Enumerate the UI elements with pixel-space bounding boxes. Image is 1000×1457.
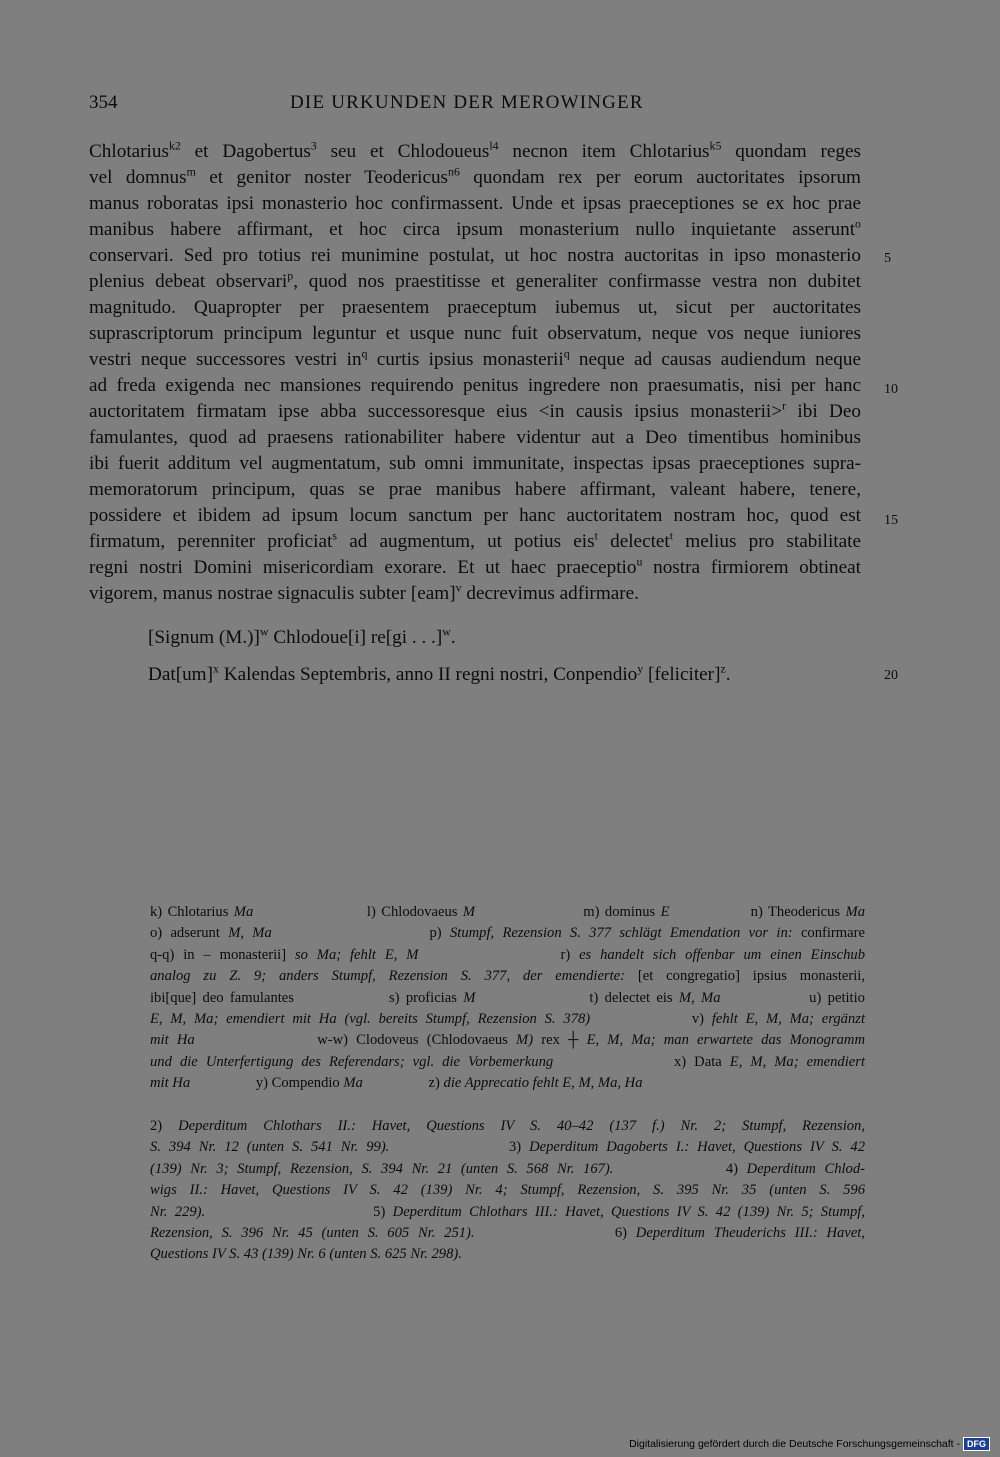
text-line: vestri neque successores vestri $in^q$ curtis ipsius monasterii$^q$ neque ad causas audiendum neque	[89, 346, 862, 370]
text-line: manibus habere affirmant, et hoc circa ipsum monasterium nullo inquietante asserunt$^o$	[89, 216, 861, 240]
apparatus-line: mit Ha y) Compendio Ma z) die Apprecatio fehlt E, M, Ma, Ha	[150, 1075, 643, 1092]
text-line: conservari. Sed pro totius rei munimine postulat, ut hoc nostra auctoritas in ipso monasterio	[89, 245, 861, 266]
apparatus-line: ibi[que] deo famulantes s) proficias M t) delectet eis M, Ma u) petitio	[150, 989, 865, 1006]
commentary-line: Rezension, S. 396 Nr. 45 (unten S. 605 Nr. 251). 6) Deperditum Theuderichs III.: Havet,	[150, 1225, 866, 1241]
apparatus-line: k) Chlotarius Ma l) Chlodovaeus M m) dominus E n) Theodericus Ma	[150, 904, 865, 920]
commentary-line: 2) Deperditum Chlothars II.: Havet, Questions IV S. 40–42 (137 f.) Nr. 2; Stumpf, Rezension,	[150, 1118, 865, 1134]
text-line: plenius debeat observari$^p$, quod nos praestitisse et generaliter confirmasse vestra non dubitet	[89, 268, 862, 292]
dfg-credit-text: Digitalisierung gefördert durch die Deutsche Forschungsgemeinschaft -	[629, 1438, 960, 1450]
text-line: regni nostri Domini misericordiam exorare. Et ut haec praeceptio$^u$ nostra firmiorem obtineat	[89, 554, 861, 578]
commentary-line: wigs II.: Havet, Questions IV S. 42 (139) Nr. 4; Stumpf, Rezension, S. 395 Nr. 35 (unten S. 596	[150, 1182, 865, 1199]
dating-line: Dat[um]$^x$ Kalendas Septembris, anno II regni nostri, Conpendio$^y$ [feliciter]$^z$.	[148, 661, 731, 685]
line-number: 15	[884, 513, 898, 528]
text-line: possidere et ibidem ad ipsum locum sanctum per hanc auctoritatem nostram hoc, quod est	[89, 505, 861, 526]
apparatus-line: o) adserunt M, Ma p) Stumpf, Rezension S. 377 schlägt Emendation vor in: confirmare	[150, 925, 865, 942]
signum-line: [Signum (M.)]$^w$ Chlodoue[i] re[gi . . .]$^w$.	[148, 624, 456, 648]
commentary-line: Questions IV S. 43 (139) Nr. 6 (unten S. 625 Nr. 298).	[150, 1246, 462, 1263]
text-line: vel domnus$^m$ et genitor noster Teodericus$^{n6}$ quondam rex per eorum auctoritates ipsorum	[89, 164, 861, 188]
text-line: ibi fuerit additum vel augmentatum, sub omni immunitate, inspectas ipsas praeceptiones supra-	[89, 453, 861, 474]
line-number: 10	[884, 382, 898, 397]
text-line: magnitudo. Quapropter per praesentem praeceptum iubemus ut, sicut per auctoritates	[89, 297, 861, 318]
dfg-logo-icon: DFG	[963, 1437, 990, 1451]
text-line: vigorem, manus nostrae signaculis subter [eam]$^v$ decrevimus adfirmare.	[89, 580, 639, 604]
line-number: 20	[884, 668, 898, 683]
text-line: manus roboratas ipsi monasterio hoc confirmassent. Unde et ipsas praeceptiones se ex hoc prae	[89, 193, 861, 214]
apparatus-line: mit Ha w-w) Clodoveus (Chlodovaeus M) rex ┼ E, M, Ma; man erwartete das Monogramm	[150, 1032, 866, 1049]
text-line: memoratorum principum, quas se prae manibus habere affirmant, valeant habere, tenere,	[89, 479, 861, 500]
text-line: Chlotarius$^{k2}$ et Dagobertus$^3$ seu et Chlodoueus$^{l4}$ necnon item Chlotarius$^{k5}$ quondam reges	[89, 138, 861, 162]
apparatus-line: E, M, Ma; emendiert mit Ha (vgl. bereits Stumpf, Rezension S. 378) v) fehlt E, M, Ma; ergänzt	[150, 1011, 865, 1027]
dfg-credit	[629, 1437, 990, 1451]
apparatus-line: q-q) in – monasterii] so Ma; fehlt E, M r) es handelt sich offenbar um einen Einschub	[150, 946, 865, 963]
running-title: DIE URKUNDEN DER MEROWINGER	[290, 92, 644, 113]
commentary-line: S. 394 Nr. 12 (unten S. 541 Nr. 99). 3) Deperditum Dagoberts I.: Havet, Questions IV S. 42	[150, 1139, 865, 1156]
text-line: ad freda exigenda nec mansiones requirendo penitus ingredere non praesumatis, nisi per hanc	[89, 375, 861, 396]
text-line: firmatum, perenniter proficiat$^s$ ad augmentum, ut potius eis$^t$ delectet$^t$ melius pro stabilitate	[89, 528, 861, 552]
apparatus-line: und die Unterfertigung des Referendars; vgl. die Vorbemerkung x) Data E, M, Ma; emendiert	[150, 1053, 865, 1070]
apparatus-line: analog zu Z. 9; anders Stumpf, Rezension S. 377, der emendierte: [et congregatio] ipsius monasterii,	[150, 968, 866, 985]
line-number: 5	[884, 251, 891, 266]
text-line: auctoritatem firmatam ipse abba successoresque eius <in causis ipsius monasterii>$^r$ ibi Deo	[89, 398, 861, 422]
page-number: 354	[89, 92, 118, 113]
commentary-line: (139) Nr. 3; Stumpf, Rezension, S. 394 Nr. 21 (unten S. 568 Nr. 167). 4) Deperditum Chlod-	[150, 1160, 866, 1177]
commentary-line: Nr. 229). 5) Deperditum Chlothars III.: Havet, Questions IV S. 42 (139) Nr. 5; Stumpf,	[150, 1203, 865, 1220]
text-line: famulantes, quod ad praesens rationabiliter habere videntur aut a Deo timentibus hominibus	[89, 427, 861, 448]
text-line: suprascriptorum principum leguntur et usque nunc fuit observatum, neque vos neque iuniores	[89, 323, 861, 344]
